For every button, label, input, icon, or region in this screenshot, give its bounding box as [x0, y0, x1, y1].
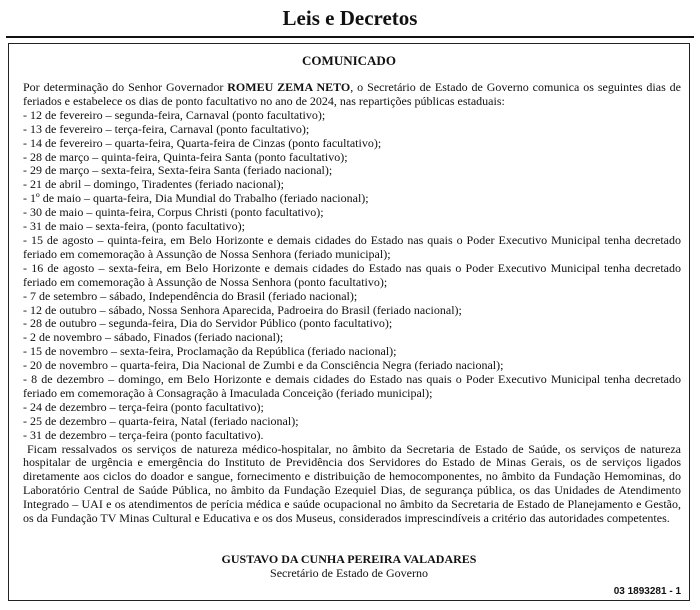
holiday-item: - 15 de agosto – quinta-feira, em Belo Horizonte e demais cidades do Estado nas quais o Poder Executivo Municipal tenha decretado feriado em comemoração à Assunção de Nossa Senhora (feriado municipal);: [23, 232, 681, 261]
closing-paragraph: Ficam ressalvados os serviços de natureza médico-hospitalar, no âmbito da Secretaria de Estado de Saúde, os serviços de natureza hospitalar de urgência e emergência do Instituto de Previdência dos Servidores do Estado de Minas Gerais, os de serviços ligados diretamente aos ciclos do doador e sangue, fornecimento e distribuição de hemocomponentes, no âmbito da Fundação Hemominas, do Laboratório Central de Saúde Pública, no âmbito da Fundação Ezequiel Dias, de segurança pública, os das Unidades de Atendimento Integrado – UAI e os atendimentos de perícia médica e saúde ocupacional no âmbito da Secretaria de Estado de Planejamento e Gestão, os da Fundação TV Minas Cultural e Educativa e os dos Museus, considerados imprescindíveis a critério das autoridades competentes.: [23, 441, 681, 526]
holiday-item: - 8 de dezembro – domingo, em Belo Horizonte e demais cidades do Estado nas quais o Poder Executivo Municipal tenha decretado feriado em comemoração à Consagração à Imaculada Conceição (feriado municipal);: [23, 372, 681, 400]
holiday-item: - 12 de outubro – sábado, Nossa Senhora Aparecida, Padroeira do Brasil (feriado nacional);: [23, 302, 462, 317]
holiday-item: - 13 de fevereiro – terça-feira, Carnaval (ponto facultativo);: [23, 121, 310, 136]
holiday-list: [23, 109, 681, 443]
holiday-item: - 30 de maio – quinta-feira, Corpus Christi (ponto facultativo);: [23, 205, 324, 220]
holiday-item: - 31 de dezembro – terça-feira (ponto facultativo).: [23, 427, 264, 442]
holiday-item: - 20 de novembro – quarta-feira, Dia Nacional de Zumbi e da Consciência Negra (feriado nacional);: [23, 358, 504, 373]
communique-body: [23, 81, 681, 526]
holiday-item: - 15 de novembro – sexta-feira, Proclamação da República (feriado nacional);: [23, 344, 397, 359]
signatory-role: Secretário de Estado de Governo: [270, 566, 428, 580]
holiday-item: - 1º de maio – quarta-feira, Dia Mundial do Trabalho (feriado nacional);: [23, 191, 369, 206]
communique-title: COMUNICADO: [302, 53, 396, 68]
holiday-item: - 12 de fevereiro – segunda-feira, Carnaval (ponto facultativo);: [23, 107, 326, 122]
holiday-item: - 2 de novembro – sábado, Finados (feriado nacional);: [23, 330, 284, 345]
governor-name: ROMEU ZEMA NETO: [227, 80, 351, 94]
intro-text-after: , o Secretário de Estado de Governo comunica os seguintes dias de feriados e estabelece os dias de ponto facultativo no ano de 2024, nas repartições públicas estaduais:: [23, 80, 682, 108]
holiday-item: - 16 de agosto – sexta-feira, em Belo Horizonte e demais cidades do Estado nas quais o Poder Executivo Municipal tenha decretado feriado em comemoração à Assunção de Nossa Senhora (ponto facultativo);: [23, 260, 681, 289]
holiday-item: - 31 de maio – sexta-feira, (ponto facultativo);: [23, 219, 245, 234]
signature-block: [9, 552, 689, 580]
section-header: [6, 0, 694, 38]
holiday-item: - 21 de abril – domingo, Tiradentes (feriado nacional);: [23, 177, 284, 192]
holiday-item: - 25 de dezembro – quarta-feira, Natal (feriado nacional);: [23, 413, 299, 428]
intro-text-before: Por determinação do Senhor Governador: [23, 80, 228, 94]
signatory-name: GUSTAVO DA CUNHA PEREIRA VALADARES: [221, 552, 477, 566]
communique-box: [8, 43, 690, 601]
intro-paragraph: [23, 81, 681, 109]
section-title: Leis e Decretos: [282, 6, 418, 30]
holiday-item: - 29 de março – sexta-feira, Sexta-feira Santa (feriado nacional);: [23, 163, 333, 178]
holiday-item: - 24 de dezembro – terça-feira (ponto facultativo);: [23, 399, 264, 414]
holiday-item: - 14 de fevereiro – quarta-feira, Quarta-feira de Cinzas (ponto facultativo);: [23, 135, 382, 150]
holiday-item: - 28 de outubro – segunda-feira, Dia do Servidor Público (ponto facultativo);: [23, 316, 393, 331]
holiday-item: - 28 de março – quinta-feira, Quinta-feira Santa (ponto facultativo);: [23, 149, 348, 164]
document-code: 03 1893281 - 1: [613, 586, 681, 597]
holiday-item: - 7 de setembro – sábado, Independência do Brasil (feriado nacional);: [23, 288, 358, 303]
